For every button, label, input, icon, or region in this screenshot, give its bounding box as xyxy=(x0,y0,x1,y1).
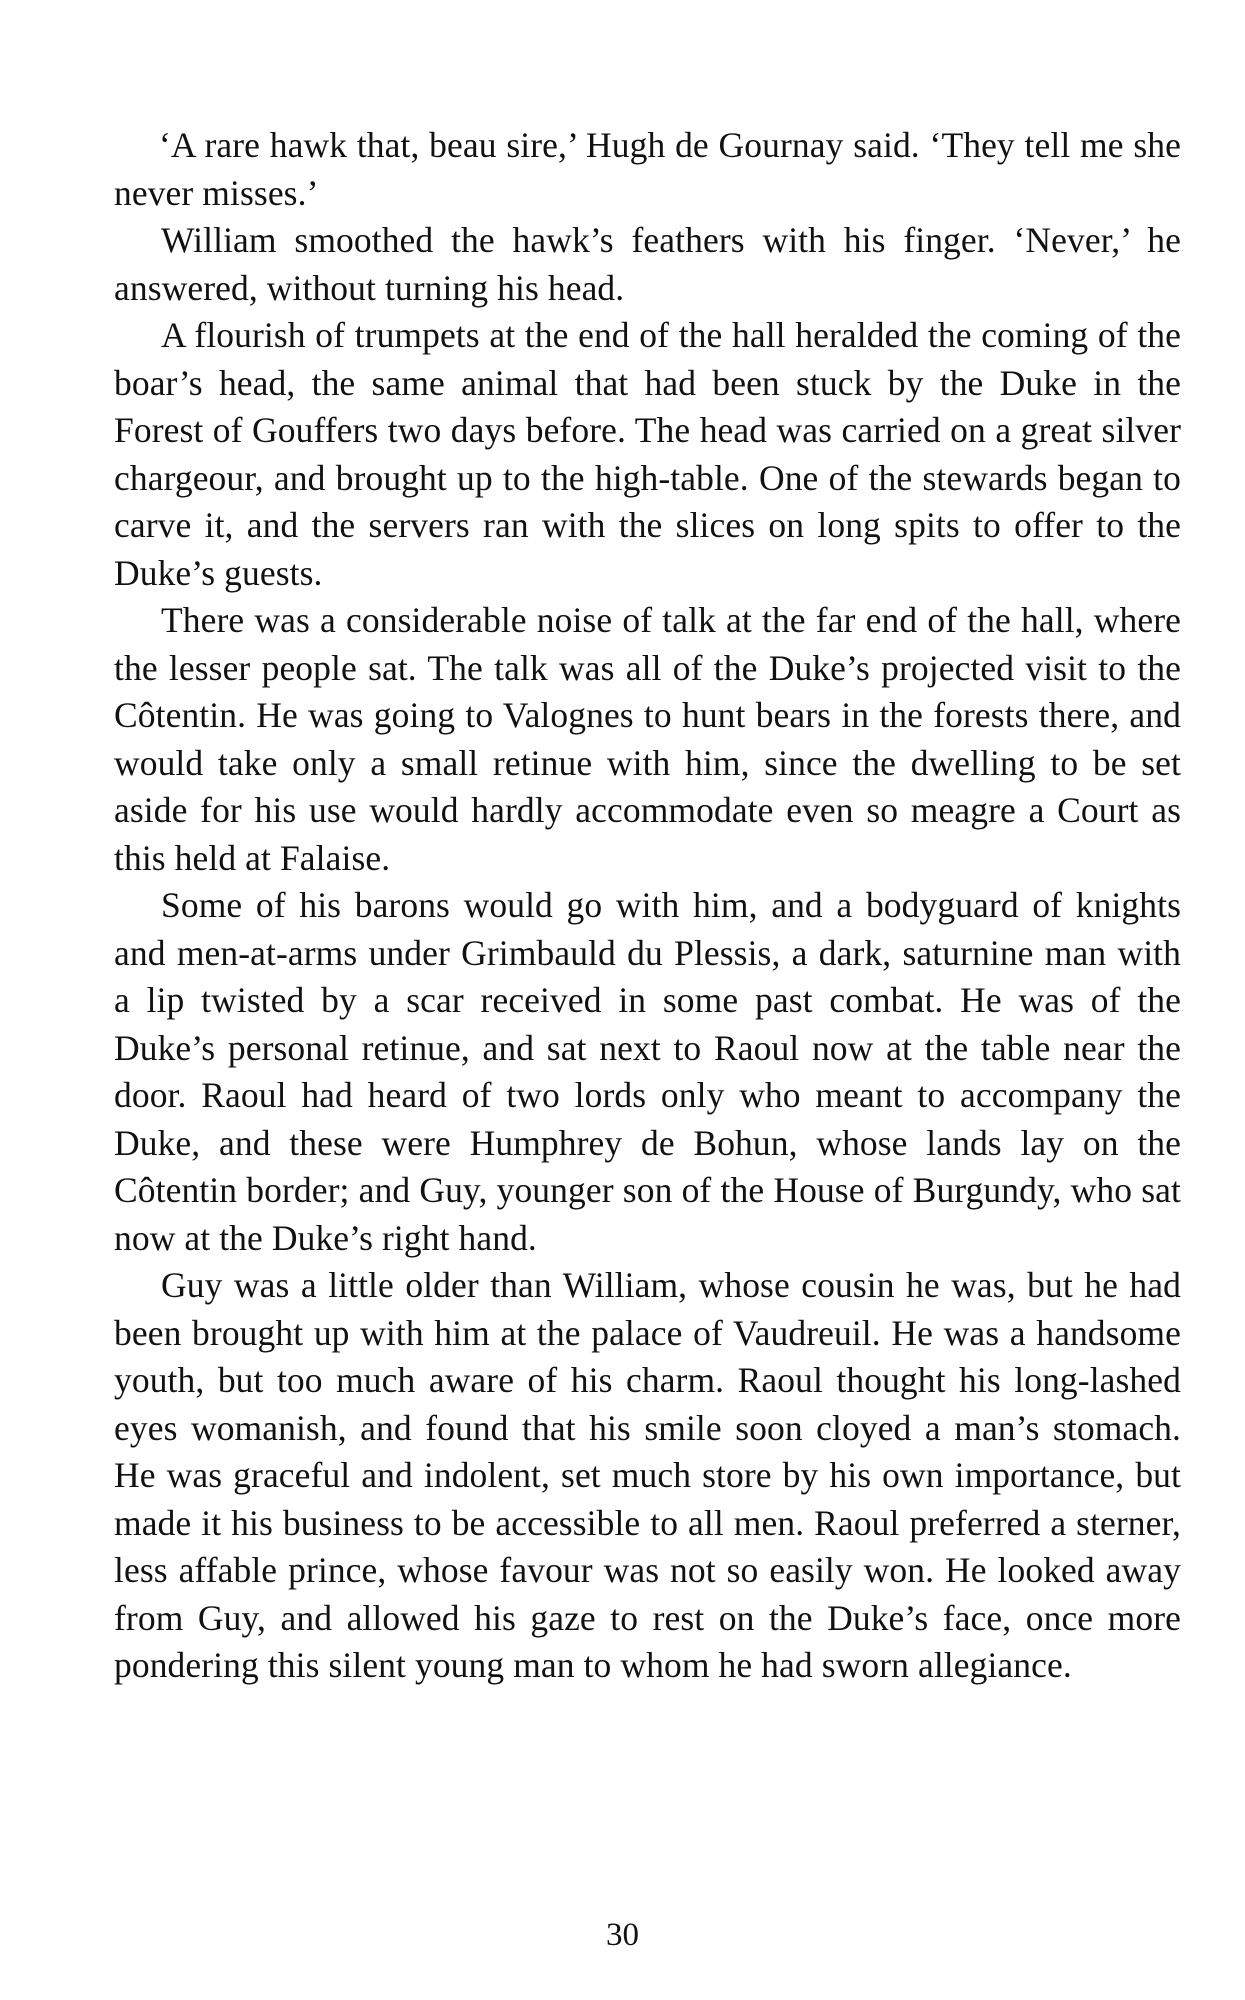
page-body xyxy=(114,122,1181,1690)
paragraph-boars-head: A flourish of trumpets at the end of the hall heralded the coming of the boar’s head, the same animal that had been stuck by the Duke in the Forest of Gouffers two days before. The head was carried on a great silver chargeour, and brought up to the high-table. One of the stewards began to carve it, and the servers ran with the slices on long spits to offer to the Duke’s guests. xyxy=(114,315,1181,593)
paragraph-barons-retinue: Some of his barons would go with him, and a bodyguard of knights and men-at-arms under Grimbauld du Plessis, a dark, saturnine man with a lip twisted by a scar received in some past combat. He was of the Duke’s personal retinue, and sat next to Raoul now at the table near the door. Raoul had heard of two lords only who meant to accompany the Duke, and these were Humphrey de Bohun, whose lands lay on the Côtentin border; and Guy, younger son of the House of Burgundy, who sat now at the Duke’s right hand. xyxy=(114,885,1181,1258)
paragraph-guy-description: Guy was a little older than William, whose cousin he was, but he had been brought up with him at the palace of Vaudreuil. He was a handsome youth, but too much aware of his charm. Raoul thought his long-lashed eyes womanish, and found that his smile soon cloyed a man’s stomach. He was graceful and indolent, set much store by his own importance, but made it his business to be accessible to all men. Raoul preferred a sterner, less affable prince, whose favour was not so easily won. He looked away from Guy, and allowed his gaze to rest on the Duke’s face, once more pondering this silent young man to whom he had sworn allegiance. xyxy=(114,1265,1181,1685)
page-number: 30 xyxy=(606,1917,639,1953)
paragraph-cotentin-visit: There was a considerable noise of talk at the far end of the hall, where the lesser people sat. The talk was all of the Duke’s projected visit to the Côtentin. He was going to Valognes to hunt bears in the forests there, and would take only a small retinue with him, since the dwelling to be set aside for his use would hardly accommodate even so meagre a Court as this held at Falaise. xyxy=(114,600,1181,878)
paragraph-william-reply: William smoothed the hawk’s feathers with his finger. ‘Never,’ he answered, without turning his head. xyxy=(114,220,1181,308)
paragraph-hawk-dialogue: ‘A rare hawk that, beau sire,’ Hugh de Gournay said. ‘They tell me she never misses.’ xyxy=(114,125,1181,213)
